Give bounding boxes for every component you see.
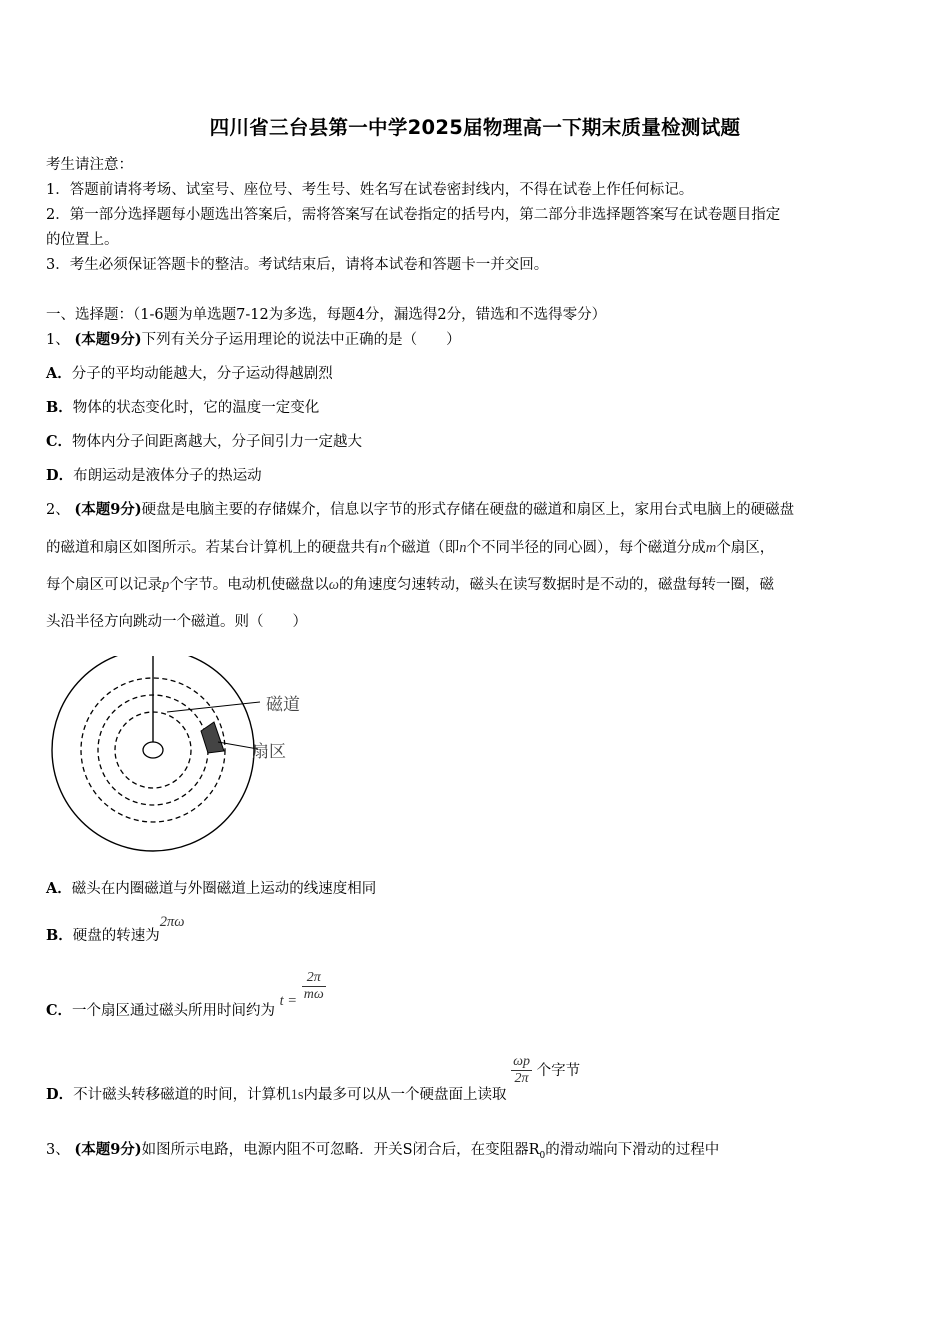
page-title: 四川省三台县第一中学2025届物理高一下期末质量检测试题 [209,116,741,139]
option-text: 磁头在内圈磁道与外圈磁道上运动的线速度相同 [71,881,377,897]
text: 个不同半径的同心圆），每个磁道分成 [466,540,706,556]
option-label: A． [46,880,72,897]
option-text: 布朗运动是液体分子的热运动 [73,468,262,484]
disk-diagram [46,656,336,860]
question-text: 下列有关分子运用理论的说法中正确的是（ ） [141,332,461,348]
q2-option-c [46,970,326,1019]
notice-item-3: 3．考生必须保证答题卡的整洁。考试结束后，请将本试卷和答题卡一并交回。 [46,257,549,273]
q2-option-d [46,1054,581,1103]
option-label: B． [46,927,73,944]
question-number: 1、 [46,332,70,348]
question-2-line-2 [46,536,774,557]
text: 的磁道和扇区如图所示。若某台计算机上的硬盘共有 [46,540,380,556]
option-text: 硬盘的转速为 [72,928,160,944]
disk-figure [46,656,336,856]
option-label: C． [46,433,73,450]
option-text: 物体的状态变化时，它的温度一定变化 [72,400,320,416]
denominator: 2π [514,1071,529,1087]
numerator: 2π [302,970,326,987]
unit: 1s [290,1086,304,1103]
sector-label: 扇区 [252,742,286,762]
option-text: 个字节 [536,1062,581,1079]
option-label: A． [46,365,72,382]
question-number: 2、 [46,502,70,518]
formula: 2πω [159,914,185,930]
track-label: 磁道 [266,695,300,715]
formula-fraction [511,1054,532,1087]
question-number: 3、 [46,1142,70,1158]
option-label: B． [46,399,73,416]
question-2-line-3 [46,573,774,594]
option-text: 物体内分子间距离越大，分子间引力一定越大 [72,434,363,450]
notice-item-1: 1．答题前请将考场、试室号、座位号、考生号、姓名写在试卷密封线内，不得在试卷上作任何标记。 [46,182,694,198]
numerator: ωp [511,1054,532,1071]
option-text: 分子的平均动能越大，分子运动得越剧烈 [71,366,333,382]
option-text: 不计磁头转移磁道的时间，计算机 [73,1086,291,1103]
q1-option-a [46,362,333,383]
question-text: 如图所示电路，电源内阻不可忽略．开关S闭合后，在变阻器R [141,1142,540,1158]
q2-option-b [46,914,185,945]
option-label: D． [46,467,74,484]
question-2-line-4: 头沿半径方向跳动一个磁道。则（ ） [46,614,307,630]
q2-option-a [46,877,376,898]
notice-item-2-cont: 的位置上。 [46,232,119,248]
spindle-hole [143,742,163,758]
question-1-stem [46,328,461,349]
q1-option-c [46,430,362,451]
var-n: n [379,540,387,556]
option-label: D． [46,1085,74,1103]
question-2-line-1 [46,498,794,519]
option-text: 一个扇区通过磁头所用时间约为 [72,1002,276,1019]
question-tag: (本题9分) [74,1141,142,1158]
question-text: 硬盘是电脑主要的存储媒介，信息以字节的形式存储在硬盘的磁道和扇区上，家用台式电脑上的硬磁盘 [141,502,795,518]
subscript: 0 [539,1150,546,1161]
question-tag: (本题9分) [74,331,142,348]
text: 个磁道（即 [386,540,460,556]
question-tag: (本题9分) [74,501,142,518]
section-heading: 一、选择题：（1-6题为单选题7-12为多选，每题4分，漏选得2分，错选和不选得零分） [46,307,607,323]
denominator: mω [303,987,324,1003]
formula-fraction [302,970,326,1003]
text: 的角速度匀速转动，磁头在读写数据时是不动的，磁盘每转一圈，磁 [339,577,774,593]
var-m: m [705,540,717,556]
notice-heading: 考生请注意： [46,157,133,173]
formula-lhs: t = [279,992,298,1009]
question-3-stem [46,1138,719,1161]
var-omega: ω [328,577,339,593]
q1-option-d [46,464,262,485]
option-text: 内最多可以从一个硬盘面上读取 [303,1086,507,1103]
text: 个字节。电动机使磁盘以 [169,577,329,593]
option-label: C． [46,1001,73,1019]
var-p: p [162,577,170,593]
notice-item-2: 2．第一部分选择题每小题选出答案后，需将答案写在试卷指定的括号内，第二部分非选择题答案写在试卷题目指定 [46,207,781,223]
q1-option-b [46,396,319,417]
text: 个扇区， [716,540,775,556]
var-n: n [459,540,467,556]
text: 每个扇区可以记录 [46,577,162,593]
question-text: 的滑动端向下滑动的过程中 [545,1142,720,1158]
